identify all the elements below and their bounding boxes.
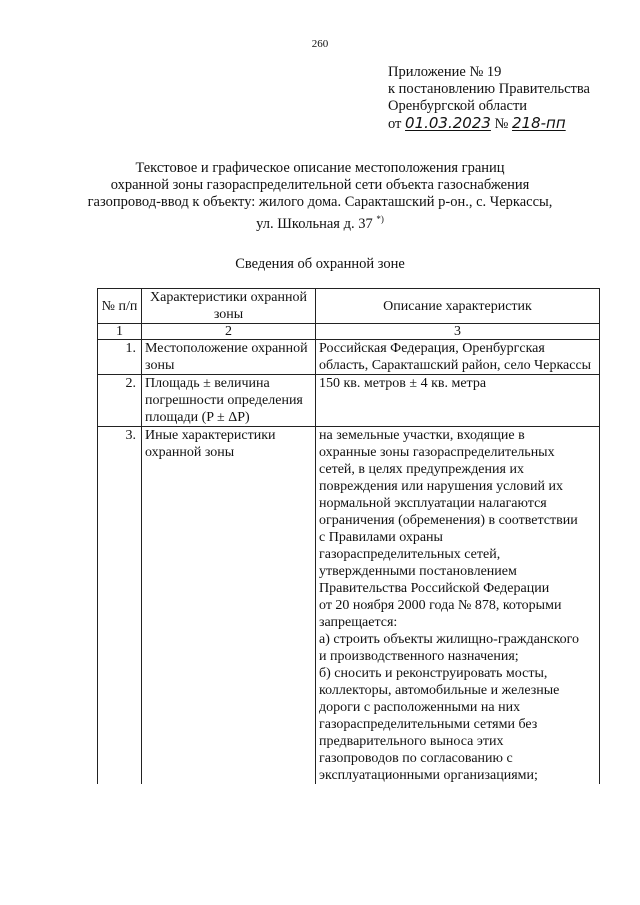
- row-description: 150 кв. метров ± 4 кв. метра: [316, 375, 600, 427]
- header-characteristics: Характеристики охранной зоны: [142, 289, 316, 324]
- table-index-row: [98, 324, 600, 340]
- appendix-date-line: [388, 115, 628, 133]
- description-line: коллекторы, автомобильные и железные: [319, 683, 560, 698]
- description-line: Правительства Российской Федерации: [319, 581, 550, 596]
- table-row: [98, 375, 600, 427]
- description-line: б) сносить и реконструировать мосты,: [319, 666, 548, 681]
- index-cell: 2: [142, 324, 316, 340]
- index-cell: 1: [98, 324, 142, 340]
- row-description-multiline: [316, 427, 600, 785]
- page-number: 260: [311, 38, 329, 50]
- description-line: и производственного назначения;: [319, 649, 519, 664]
- table-row: [98, 427, 600, 785]
- table-header-row: [98, 289, 600, 324]
- header-num: № п/п: [98, 289, 142, 324]
- table-row: [98, 340, 600, 375]
- description-line: ограничения (обременения) в соответствии: [319, 513, 578, 528]
- title-line-1: Текстовое и графическое описание местоположения границ: [135, 160, 505, 176]
- description-line: запрещается:: [319, 615, 398, 630]
- title-line-3: газопровод-ввод к объекту: жилого дома. Саракташский р-он., с. Черкассы,: [87, 194, 553, 210]
- description-line: охранные зоны газораспределительных: [319, 445, 555, 460]
- row-number: 3.: [98, 427, 142, 785]
- appendix-line-1: Приложение № 19: [388, 64, 502, 80]
- appendix-block: [388, 64, 628, 133]
- description-line: а) строить объекты жилищно-гражданского: [319, 632, 579, 647]
- description-line: газораспределительными сетями без: [319, 717, 538, 732]
- handwritten-date: 01.03.2023: [405, 114, 491, 132]
- document-title: [40, 160, 600, 233]
- description-line: сетей, в целях предупреждения их: [319, 462, 524, 477]
- number-prefix: №: [494, 116, 509, 132]
- row-characteristic: Иные характеристики охранной зоны: [142, 427, 316, 785]
- row-number: 2.: [98, 375, 142, 427]
- title-line-4-wrap: [40, 211, 600, 233]
- row-description: Российская Федерация, Оренбургская область, Саракташский район, село Черкассы: [316, 340, 600, 375]
- description-line: на земельные участки, входящие в: [319, 428, 525, 443]
- footnote-mark: *): [376, 214, 384, 224]
- description-line: нормальной эксплуатации налагаются: [319, 496, 547, 511]
- header-description: Описание характеристик: [316, 289, 600, 324]
- handwritten-number: 218-пп: [512, 114, 566, 132]
- description-line: повреждения или нарушения условий их: [319, 479, 563, 494]
- row-characteristic: Местоположение охранной зоны: [142, 340, 316, 375]
- section-title: Сведения об охранной зоне: [235, 256, 405, 272]
- appendix-line-2: к постановлению Правительства: [388, 81, 590, 97]
- row-characteristic: Площадь ± величина погрешности определения площади (P ± ΔP): [142, 375, 316, 427]
- description-line: предварительного выноса этих: [319, 734, 504, 749]
- row-number: 1.: [98, 340, 142, 375]
- description-line: газопроводов по согласованию с: [319, 751, 513, 766]
- title-line-4: ул. Школьная д. 37: [256, 215, 373, 232]
- description-line: с Правилами охраны: [319, 530, 443, 545]
- title-line-2: охранной зоны газораспределительной сети объекта газоснабжения: [110, 177, 530, 193]
- description-line: эксплуатационными организациями;: [319, 768, 538, 783]
- description-line: утвержденными постановлением: [319, 564, 517, 579]
- date-prefix: от: [388, 116, 402, 132]
- appendix-line-3: Оренбургской области: [388, 98, 528, 114]
- description-line: газораспределительных сетей,: [319, 547, 501, 562]
- index-cell: 3: [316, 324, 600, 340]
- description-line: от 20 ноября 2000 года № 878, которыми: [319, 598, 562, 613]
- description-line: дороги с расположенными на них: [319, 700, 521, 715]
- protection-zone-table: [97, 288, 600, 784]
